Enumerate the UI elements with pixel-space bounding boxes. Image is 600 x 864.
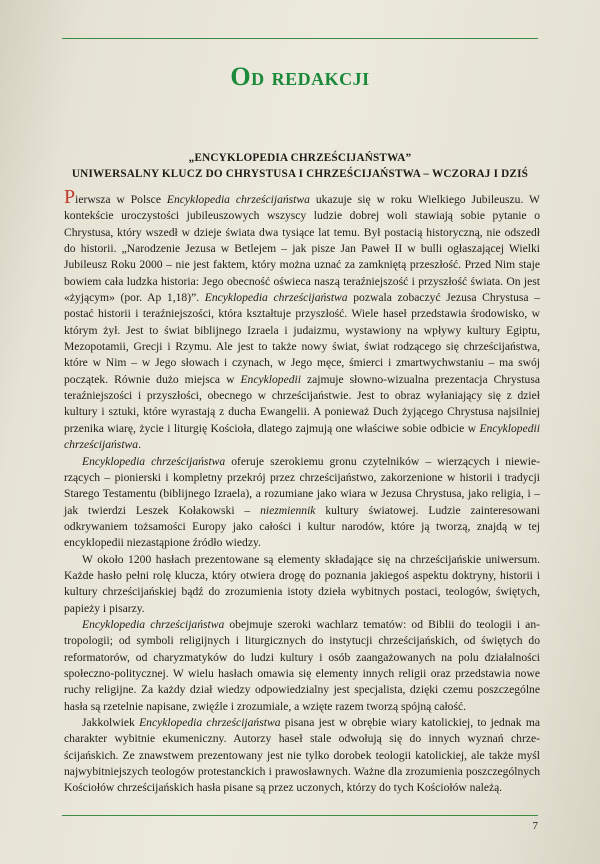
- italic-title: Encyklopedia chrześcijaństwa: [82, 454, 226, 468]
- italic-title: Encyklopedia chrześcijaństwa: [82, 617, 225, 631]
- text-run: ierwsza w Polsce: [75, 193, 167, 206]
- paragraph: [64, 454, 540, 552]
- drop-cap: P: [64, 186, 76, 208]
- text-run: W około 1200 hasłach prezentowane są elementy składające się na chrześcijańskie uniwersum. Każde hasło pełni rolę klucza, który otwiera drogę do poznania jakiegoś aspektu doktryny, historii i kultury chrześcijańskiej bądź do zrozumienia istoty dzieła wybitnych postaci, teologów, świętych, papieży i pisarzy.: [64, 552, 540, 615]
- text-run: pozwala zobaczyć Jezusa Chrystusa – postać historii i teraźniejszości, która kształtuje przyszłość. Wiele haseł przedstawia środowisko, w którym żył. Jest to świat biblijnego Izraela i judaizmu, wystawiony na wpływy kultury Egiptu, Mezopotamii, Grecji i Rzymu. Ale jest to także nowy świat, świat rodzącego się chrześcijaństwa, które w Nim – w Jego słowach i czynach, w Jego męce, śmierci i zmartwychwstaniu – ma swój początek. Równie dużo miejsca w: [64, 291, 540, 386]
- italic-title: Encyklopedia chrześcijaństwa: [204, 291, 348, 305]
- italic-title: niezmiennik: [260, 503, 316, 517]
- italic-title: Encyklopedia chrześcijaństwa: [166, 193, 310, 206]
- italic-title: Encyklopedii: [240, 372, 301, 386]
- italic-title: Encyklopedii chrześcijaństwa: [64, 421, 540, 452]
- text-run: kultury światowej. Ludzie zainteresowani odkrywaniem tożsamości Europy jako całości i kultur narodów, które ją tworzą, znajdą w tej encyklopedii niezastąpione źródło wiedzy.: [64, 503, 540, 550]
- paragraph: [64, 715, 540, 797]
- subtitle-line-2: UNIWERSALNY KLUCZ DO CHRYSTUSA I CHRZEŚCIJAŃSTWA – WCZORAJ I DZIŚ: [71, 168, 529, 180]
- page-title: Od redakcji: [230, 62, 370, 91]
- paragraph: [64, 617, 540, 715]
- top-rule: [62, 38, 538, 39]
- article-subtitle: [62, 150, 538, 182]
- text-run: Jakkolwiek: [82, 716, 140, 729]
- subtitle-line-1: „ENCYKLOPEDIA CHRZEŚCIJAŃSTWA”: [188, 152, 412, 164]
- text-run: .: [138, 438, 141, 452]
- paragraph: [64, 186, 540, 454]
- page-number: 7: [532, 820, 538, 832]
- italic-title: Encyklopedia chrześcijaństwa: [139, 716, 281, 729]
- paragraph: [64, 552, 540, 617]
- body-text: [64, 186, 541, 797]
- text-run: obejmuje szeroki wachlarz tematów: od Biblii do teologii i antropologii; od symboli religijnych i liturgicznych do instytucji chrześcijańskich, od świętych do reformatorów, od charyzmatyków do ludzi kultury i osób zaangażowanych na polu działalności społeczno-politycznej. W wielu hasłach omawia się elementy innych religii oraz przedstawia nowe ruchy religijne. Za każdy dział wiedzy odpowiedzialny jest specjalista, dzięki czemu poszczególne hasła są rzetelnie napisane, zwięźle i zrozumiale, a wzięte razem tworzą spójną całość.: [64, 617, 541, 713]
- text-run: pisana jest w obrębie wiary katolickiej, to jednak ma charakter wybitnie ekumeniczny. Autorzy haseł stale odwołują się do innych wyznań chrześcijańskich. Ze znawstwem prezentowany jest nie tylko dorobek teologii katolickiej, ale także myśl najwybitniejszych teologów protestanckich i prawosławnych. Ważne dla zrozumienia poszczególnych Kościołów chrześcijańskich hasła pisane są przez uczonych, którzy do tych Kościołów należą.: [64, 716, 540, 795]
- text-run: oferuje szerokiemu gronu czytelników – wierzących i niewierzących – pionierski i kompletny przekrój przez chrześcijaństwo, zakorzenione w historii i tradycji Starego Testamentu (biblijnego Izraela), a rozumiane jako wiara w Jezusa Chrystusa, jako religia, i – jak twierdzi Leszek Kołakowski –: [64, 454, 540, 517]
- bottom-rule: [62, 815, 538, 816]
- text-run: ukazuje się w roku Wielkiego Jubileuszu. W kontekście uroczystości jubileuszowych wszyscy ludzie dobrej woli stawiają sobie pytanie o Chrystusa, który wszedł w dzieje świata dwa tysiące lat temu. Był postacią historyczną, nie odszedł do historii. „Narodzenie Jezusa w Betlejem – jak pisze Jan Paweł II w bulli ogłaszającej Wielki Jubileusz Roku 2000 – nie jest faktem, który można uznać za zamkniętą przeszłość. Przed Nim staje bowiem cała ludzka historia: Jego obecność oświeca naszą teraźniejszość i przyszłość świata. On jest «żyjącym» (por. Ap 1,18)”.: [64, 193, 540, 305]
- text-run: zajmuje słowno-wizualna prezentacja Chrystusa teraźniejszości i przyszłości, obecnego w chrześcijaństwie. Jest to obraz wyłaniający się z dzieł kultury i sztuki, które wyrastają z ducha Ewangelii. A ponieważ Duch żyjącego Chrystusa najsilniej przenika wiarę, życie i liturgię Kościoła, dlatego zajmują one właściwe sobie odbicie w: [64, 372, 540, 435]
